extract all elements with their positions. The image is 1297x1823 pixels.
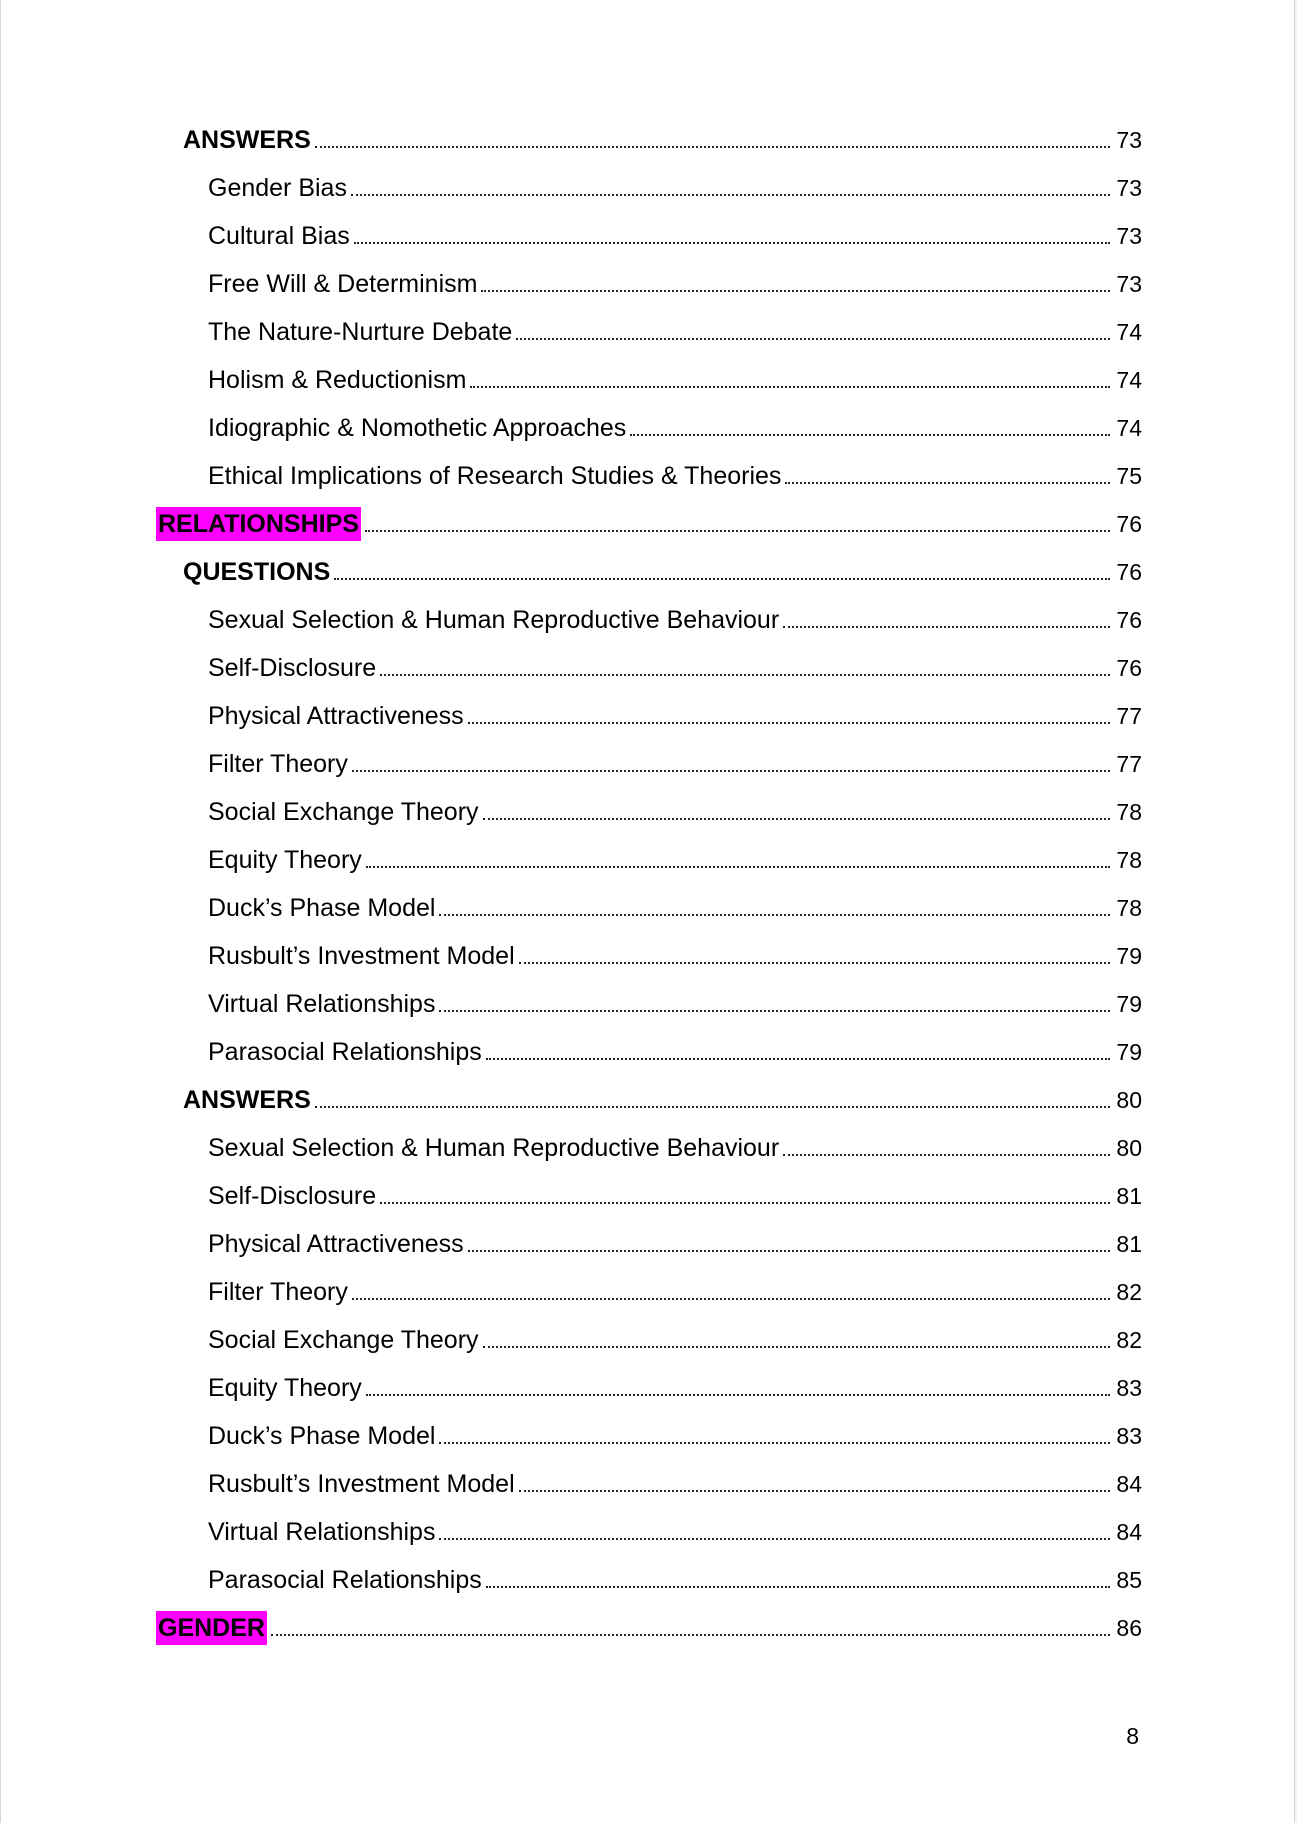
toc-row: [1, 699, 1297, 733]
toc-entry[interactable]: [208, 1179, 1142, 1213]
toc-item-title: Parasocial Relationships: [208, 1038, 482, 1066]
toc-entry[interactable]: [208, 699, 1142, 733]
toc-row: [1, 651, 1297, 685]
toc-item-title: Physical Attractiveness: [208, 1230, 464, 1258]
toc-page-number: 76: [1116, 559, 1142, 585]
dot-leader: [516, 338, 1110, 340]
toc-row: [1, 843, 1297, 877]
toc-entry[interactable]: [208, 1467, 1142, 1501]
toc-page-number: 79: [1116, 991, 1142, 1017]
dot-leader: [352, 1298, 1110, 1300]
toc-item-title: Duck’s Phase Model: [208, 1422, 436, 1450]
toc-page-number: 75: [1116, 463, 1142, 489]
dot-leader: [468, 722, 1110, 724]
toc-page-number: 74: [1116, 415, 1142, 441]
toc-row: [1, 891, 1297, 925]
toc-page-number: 76: [1116, 655, 1142, 681]
dot-leader: [483, 818, 1110, 820]
toc-item-title: Equity Theory: [208, 1374, 362, 1402]
toc-entry[interactable]: [183, 123, 1142, 157]
toc-row: [1, 507, 1297, 541]
toc-entry[interactable]: [208, 1515, 1142, 1549]
toc-page-number: 82: [1116, 1279, 1142, 1305]
toc-row: [1, 939, 1297, 973]
toc-item-title: Rusbult’s Investment Model: [208, 942, 515, 970]
toc-entry[interactable]: [208, 1227, 1142, 1261]
toc-entry[interactable]: [208, 171, 1142, 205]
dot-leader: [352, 770, 1110, 772]
dot-leader: [483, 1346, 1110, 1348]
toc-item-title: Social Exchange Theory: [208, 798, 479, 826]
toc-item-title: The Nature-Nurture Debate: [208, 318, 513, 346]
dot-leader: [380, 674, 1110, 676]
toc-row: [1, 747, 1297, 781]
dot-leader: [354, 242, 1110, 244]
toc-subsection-title: ANSWERS: [183, 1086, 311, 1114]
dot-leader: [334, 578, 1110, 580]
dot-leader: [481, 290, 1110, 292]
toc-row: [1, 1611, 1297, 1645]
toc-page-number: 83: [1116, 1375, 1142, 1401]
toc-entry[interactable]: [208, 267, 1142, 301]
toc-item-title: Parasocial Relationships: [208, 1566, 482, 1594]
toc-subsection-title: ANSWERS: [183, 126, 311, 154]
toc-entry[interactable]: [208, 219, 1142, 253]
toc-item-title: Self-Disclosure: [208, 1182, 377, 1210]
toc-entry[interactable]: [208, 1563, 1142, 1597]
toc-item-title: Virtual Relationships: [208, 990, 436, 1018]
toc-page-number: 85: [1116, 1567, 1142, 1593]
dot-leader: [271, 1634, 1110, 1636]
toc-entry[interactable]: [208, 987, 1142, 1021]
toc-item-title: Rusbult’s Investment Model: [208, 1470, 515, 1498]
toc-entry[interactable]: [208, 843, 1142, 877]
dot-leader: [470, 386, 1110, 388]
toc-entry[interactable]: [208, 1323, 1142, 1357]
toc-page-number: 74: [1116, 319, 1142, 345]
toc-item-title: Filter Theory: [208, 1278, 348, 1306]
dot-leader: [439, 914, 1110, 916]
toc-page-number: 73: [1116, 223, 1142, 249]
toc-row: [1, 1323, 1297, 1357]
toc-entry[interactable]: [208, 1035, 1142, 1069]
toc-item-title: Virtual Relationships: [208, 1518, 436, 1546]
dot-leader: [439, 1538, 1110, 1540]
toc-row: [1, 411, 1297, 445]
toc-item-title: Free Will & Determinism: [208, 270, 478, 298]
dot-leader: [351, 194, 1110, 196]
dot-leader: [366, 866, 1110, 868]
toc-entry[interactable]: [208, 651, 1142, 685]
toc-item-title: Sexual Selection & Human Reproductive Behaviour: [208, 606, 780, 634]
toc-item-title: Holism & Reductionism: [208, 366, 467, 394]
toc-entry[interactable]: [208, 1275, 1142, 1309]
toc-entry[interactable]: [156, 507, 1142, 541]
toc-row: [1, 987, 1297, 1021]
toc-item-title: Gender Bias: [208, 174, 347, 202]
toc-page-number: 80: [1116, 1135, 1142, 1161]
toc-entry[interactable]: [183, 555, 1142, 589]
toc-row: [1, 219, 1297, 253]
toc-page-number: 83: [1116, 1423, 1142, 1449]
toc-entry[interactable]: [208, 747, 1142, 781]
toc-row: [1, 1131, 1297, 1165]
toc-page-number: 76: [1116, 511, 1142, 537]
toc-entry[interactable]: [208, 1419, 1142, 1453]
toc-page-number: 81: [1116, 1183, 1142, 1209]
toc-entry[interactable]: [183, 1083, 1142, 1117]
toc-page-number: 79: [1116, 943, 1142, 969]
toc-row: [1, 363, 1297, 397]
toc-entry[interactable]: [208, 411, 1142, 445]
toc-subsection-title: QUESTIONS: [183, 558, 331, 586]
toc-page-number: 73: [1116, 175, 1142, 201]
dot-leader: [486, 1586, 1110, 1588]
toc-entry[interactable]: [208, 795, 1142, 829]
toc-row: [1, 603, 1297, 637]
toc-item-title: Self-Disclosure: [208, 654, 377, 682]
toc-item-title: Ethical Implications of Research Studies & Theories: [208, 462, 782, 490]
dot-leader: [439, 1442, 1110, 1444]
dot-leader: [366, 1394, 1110, 1396]
dot-leader: [365, 530, 1110, 532]
toc-page-number: 73: [1116, 127, 1142, 153]
toc-item-title: Social Exchange Theory: [208, 1326, 479, 1354]
toc-row: [1, 1563, 1297, 1597]
toc-row: [1, 795, 1297, 829]
toc-row: [1, 1419, 1297, 1453]
toc-page-number: 77: [1116, 751, 1142, 777]
toc-page-number: 73: [1116, 271, 1142, 297]
toc-row: [1, 1083, 1297, 1117]
toc-entry[interactable]: [208, 1371, 1142, 1405]
toc-row: [1, 1227, 1297, 1261]
toc-entry[interactable]: [208, 939, 1142, 973]
toc-section-title: GENDER: [156, 1611, 267, 1645]
toc-item-title: Cultural Bias: [208, 222, 350, 250]
toc-row: [1, 1275, 1297, 1309]
toc-page-number: 81: [1116, 1231, 1142, 1257]
toc-page-number: 78: [1116, 799, 1142, 825]
toc-item-title: Idiographic & Nomothetic Approaches: [208, 414, 627, 442]
toc-entry[interactable]: [208, 459, 1142, 493]
toc-row: [1, 1371, 1297, 1405]
toc-entry[interactable]: [208, 891, 1142, 925]
toc-row: [1, 1515, 1297, 1549]
dot-leader: [315, 146, 1110, 148]
toc-page-number: 78: [1116, 895, 1142, 921]
toc-section-title: RELATIONSHIPS: [156, 507, 361, 541]
toc-entry[interactable]: [208, 363, 1142, 397]
toc-page-number: 76: [1116, 607, 1142, 633]
dot-leader: [468, 1250, 1110, 1252]
dot-leader: [439, 1010, 1110, 1012]
toc-item-title: Filter Theory: [208, 750, 348, 778]
toc-entry[interactable]: [208, 603, 1142, 637]
toc-item-title: Equity Theory: [208, 846, 362, 874]
toc-item-title: Duck’s Phase Model: [208, 894, 436, 922]
dot-leader: [519, 962, 1110, 964]
toc-entry[interactable]: [208, 1131, 1142, 1165]
toc-row: [1, 1179, 1297, 1213]
toc-item-title: Physical Attractiveness: [208, 702, 464, 730]
dot-leader: [785, 482, 1110, 484]
toc-row: [1, 1035, 1297, 1069]
toc-page-number: 84: [1116, 1519, 1142, 1545]
toc-page-number: 86: [1116, 1615, 1142, 1641]
toc-page-number: 84: [1116, 1471, 1142, 1497]
toc-row: [1, 123, 1297, 157]
toc-row: [1, 1467, 1297, 1501]
toc-row: [1, 315, 1297, 349]
toc-row: [1, 459, 1297, 493]
toc-row: [1, 171, 1297, 205]
toc-entry[interactable]: [208, 315, 1142, 349]
toc-page-number: 79: [1116, 1039, 1142, 1065]
toc-entry[interactable]: [156, 1611, 1142, 1645]
toc-page-number: 82: [1116, 1327, 1142, 1353]
dot-leader: [783, 1154, 1110, 1156]
toc-page-number: 74: [1116, 367, 1142, 393]
toc-row: [1, 555, 1297, 589]
dot-leader: [486, 1058, 1110, 1060]
toc-page-number: 80: [1116, 1087, 1142, 1113]
dot-leader: [519, 1490, 1110, 1492]
dot-leader: [380, 1202, 1110, 1204]
dot-leader: [630, 434, 1110, 436]
page-number: 8: [1126, 1723, 1139, 1749]
toc-page-number: 78: [1116, 847, 1142, 873]
dot-leader: [783, 626, 1110, 628]
toc-page-number: 77: [1116, 703, 1142, 729]
toc-item-title: Sexual Selection & Human Reproductive Behaviour: [208, 1134, 780, 1162]
toc-row: [1, 267, 1297, 301]
dot-leader: [315, 1106, 1110, 1108]
